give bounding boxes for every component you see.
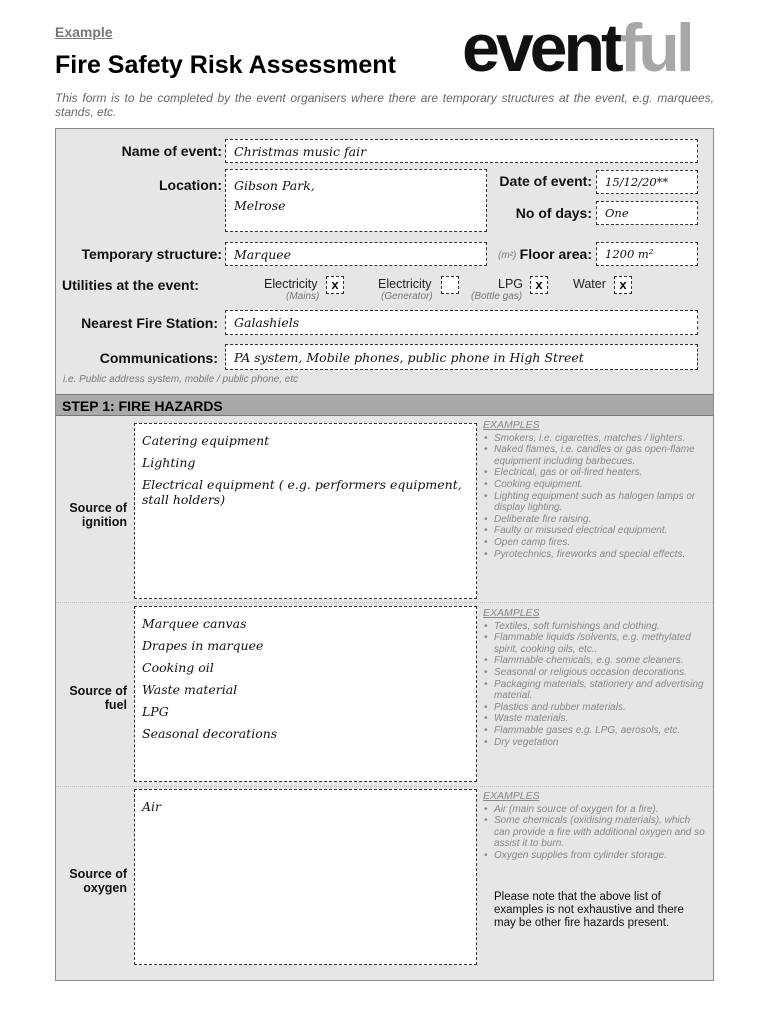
floor-area-field[interactable] bbox=[596, 242, 698, 266]
communications-hint: i.e. Public address system, mobile / public phone, etc bbox=[63, 374, 299, 385]
source-of-fuel-label-line-1: Source of bbox=[69, 684, 127, 698]
fuel-entry: LPG bbox=[142, 704, 169, 719]
no-of-days-label: No of days: bbox=[515, 205, 592, 221]
date-of-event-field[interactable] bbox=[596, 170, 698, 194]
utility-lpg-name: LPG bbox=[498, 277, 524, 291]
ignition-example-item: • Electrical, gas or oil-fired heaters. bbox=[493, 467, 708, 479]
no-of-days-value: One bbox=[605, 206, 629, 220]
ignition-example-item: • Cooking equipment. bbox=[493, 479, 708, 491]
source-of-fuel-field[interactable] bbox=[134, 606, 477, 782]
oxygen-example-item: • Some chemicals (oxidising materials), which can provide a fire with additional oxygen and so assist it to burn. bbox=[493, 815, 708, 850]
location-line-1: Gibson Park, bbox=[234, 178, 315, 193]
hazards-disclaimer-note: Please note that the above list of examples is not exhaustive and there may be other fire hazards present. bbox=[494, 891, 684, 929]
fuel-example-item: • Flammable liquids /solvents, e.g. methylated spirit, cooking oils, etc.. bbox=[493, 632, 708, 655]
utility-electricity-generator-sub: (Generator) bbox=[381, 291, 433, 302]
source-of-ignition-field[interactable] bbox=[134, 423, 477, 599]
source-of-ignition-label-line-1: Source of bbox=[69, 501, 127, 515]
ignition-example-item: • Smokers, i.e. cigarettes, matches / lighters. bbox=[493, 433, 708, 445]
ignition-example-item: • Faulty or misused electrical equipment. bbox=[493, 525, 708, 537]
intro-text: This form is to be completed by the event organisers where there are temporary structures at the event, e.g. marquees, stands, etc. bbox=[55, 91, 714, 119]
fuel-example-item: • Waste materials. bbox=[493, 713, 708, 725]
utility-water-name: Water bbox=[573, 277, 606, 291]
temporary-structure-value: Marquee bbox=[234, 247, 292, 262]
section-divider bbox=[56, 786, 713, 787]
temporary-structure-label: Temporary structure: bbox=[81, 246, 222, 262]
ignition-example-item: • Open camp fires. bbox=[493, 537, 708, 549]
fuel-entry: Waste material bbox=[142, 682, 238, 697]
utility-electricity-mains-sub: (Mains) bbox=[286, 291, 320, 302]
communications-field[interactable] bbox=[225, 344, 698, 370]
fuel-example-item: • Flammable chemicals, e.g. some cleaners. bbox=[493, 655, 708, 667]
logo-text-dark: event bbox=[462, 10, 620, 86]
fuel-entry: Seasonal decorations bbox=[142, 726, 278, 741]
source-of-ignition-label-line-2: ignition bbox=[81, 515, 127, 529]
fuel-example-item: • Dry vegetation bbox=[493, 737, 708, 749]
fuel-example-item: • Packaging materials, stationery and advertising material. bbox=[493, 679, 708, 702]
utilities-label: Utilities at the event: bbox=[62, 277, 199, 293]
utility-electricity-generator-checkbox[interactable] bbox=[441, 276, 459, 294]
example-label: Example bbox=[55, 24, 113, 40]
eventful-logo bbox=[462, 10, 691, 86]
fuel-examples bbox=[483, 608, 708, 748]
ignition-example-item: • Lighting equipment such as halogen lamps or display lighting. bbox=[493, 491, 708, 514]
source-of-oxygen-label bbox=[60, 867, 127, 895]
nearest-fire-station-value: Galashiels bbox=[234, 315, 300, 330]
source-of-oxygen-field[interactable] bbox=[134, 789, 477, 965]
location-line-2: Melrose bbox=[234, 198, 286, 213]
fuel-example-item: • Flammable gases e.g. LPG, aerosols, etc. bbox=[493, 725, 708, 737]
oxygen-example-item: • Air (main source of oxygen for a fire). bbox=[493, 804, 708, 816]
ignition-example-item: • Pyrotechnics, fireworks and special effects. bbox=[493, 549, 708, 561]
communications-label: Communications: bbox=[99, 350, 218, 366]
oxygen-examples bbox=[483, 791, 708, 862]
ignition-example-item: • Naked flames, i.e. candles or gas open-flame equipment including barbecues. bbox=[493, 444, 708, 467]
no-of-days-field[interactable] bbox=[596, 201, 698, 225]
floor-area-unit-hint: (m²) bbox=[498, 250, 517, 261]
name-of-event-label: Name of event: bbox=[121, 143, 222, 159]
oxygen-examples-heading: EXAMPLES bbox=[483, 790, 540, 802]
section-divider bbox=[56, 602, 713, 603]
oxygen-entry: Air bbox=[142, 799, 162, 814]
fuel-examples-heading: EXAMPLES bbox=[483, 607, 540, 619]
name-of-event-value: Christmas music fair bbox=[234, 144, 367, 159]
location-field[interactable] bbox=[225, 169, 487, 232]
location-label: Location: bbox=[159, 177, 222, 193]
utility-electricity-mains-name: Electricity bbox=[264, 277, 318, 291]
step-1-heading: STEP 1: FIRE HAZARDS bbox=[56, 394, 713, 416]
utility-electricity-generator-name: Electricity bbox=[378, 277, 432, 291]
utility-water-checkbox[interactable]: x bbox=[614, 276, 632, 294]
ignition-entry: Catering equipment bbox=[142, 433, 270, 448]
fuel-example-item: • Plastics and rubber materials. bbox=[493, 702, 708, 714]
communications-value: PA system, Mobile phones, public phone in High Street bbox=[234, 350, 584, 365]
page-title: Fire Safety Risk Assessment bbox=[55, 51, 396, 79]
ignition-example-item: • Deliberate fire raising. bbox=[493, 514, 708, 526]
nearest-fire-station-label: Nearest Fire Station: bbox=[81, 315, 218, 331]
floor-area-value: 1200 m² bbox=[605, 247, 654, 261]
fuel-entry: Drapes in marquee bbox=[142, 638, 264, 653]
ignition-examples-heading: EXAMPLES bbox=[483, 419, 540, 431]
nearest-fire-station-field[interactable] bbox=[225, 310, 698, 335]
fuel-entry: Marquee canvas bbox=[142, 616, 247, 631]
fuel-example-item: • Textiles, soft furnishings and clothing. bbox=[493, 621, 708, 633]
utility-lpg-sub: (Bottle gas) bbox=[471, 291, 523, 302]
ignition-entry: Lighting bbox=[142, 455, 196, 470]
fuel-example-item: • Seasonal or religious occasion decorations. bbox=[493, 667, 708, 679]
date-of-event-value: 15/12/20** bbox=[605, 175, 669, 189]
source-of-oxygen-label-line-1: Source of bbox=[69, 867, 127, 881]
date-of-event-label: Date of event: bbox=[499, 173, 592, 189]
logo-text-light: ful bbox=[619, 10, 691, 86]
ignition-examples bbox=[483, 420, 708, 560]
fuel-entry: Cooking oil bbox=[142, 660, 214, 675]
floor-area-label: Floor area: bbox=[519, 246, 592, 262]
source-of-ignition-label bbox=[60, 501, 127, 529]
utility-lpg-checkbox[interactable]: x bbox=[530, 276, 548, 294]
oxygen-example-item: • Oxygen supplies from cylinder storage. bbox=[493, 850, 708, 862]
source-of-fuel-label-line-2: fuel bbox=[104, 698, 127, 712]
temporary-structure-field[interactable] bbox=[225, 242, 487, 266]
source-of-oxygen-label-line-2: oxygen bbox=[83, 881, 127, 895]
utility-electricity-mains-checkbox[interactable]: x bbox=[326, 276, 344, 294]
ignition-entry: Electrical equipment ( e.g. performers equipment, stall holders) bbox=[142, 477, 462, 507]
source-of-fuel-label bbox=[60, 684, 127, 712]
name-of-event-field[interactable] bbox=[225, 139, 698, 163]
